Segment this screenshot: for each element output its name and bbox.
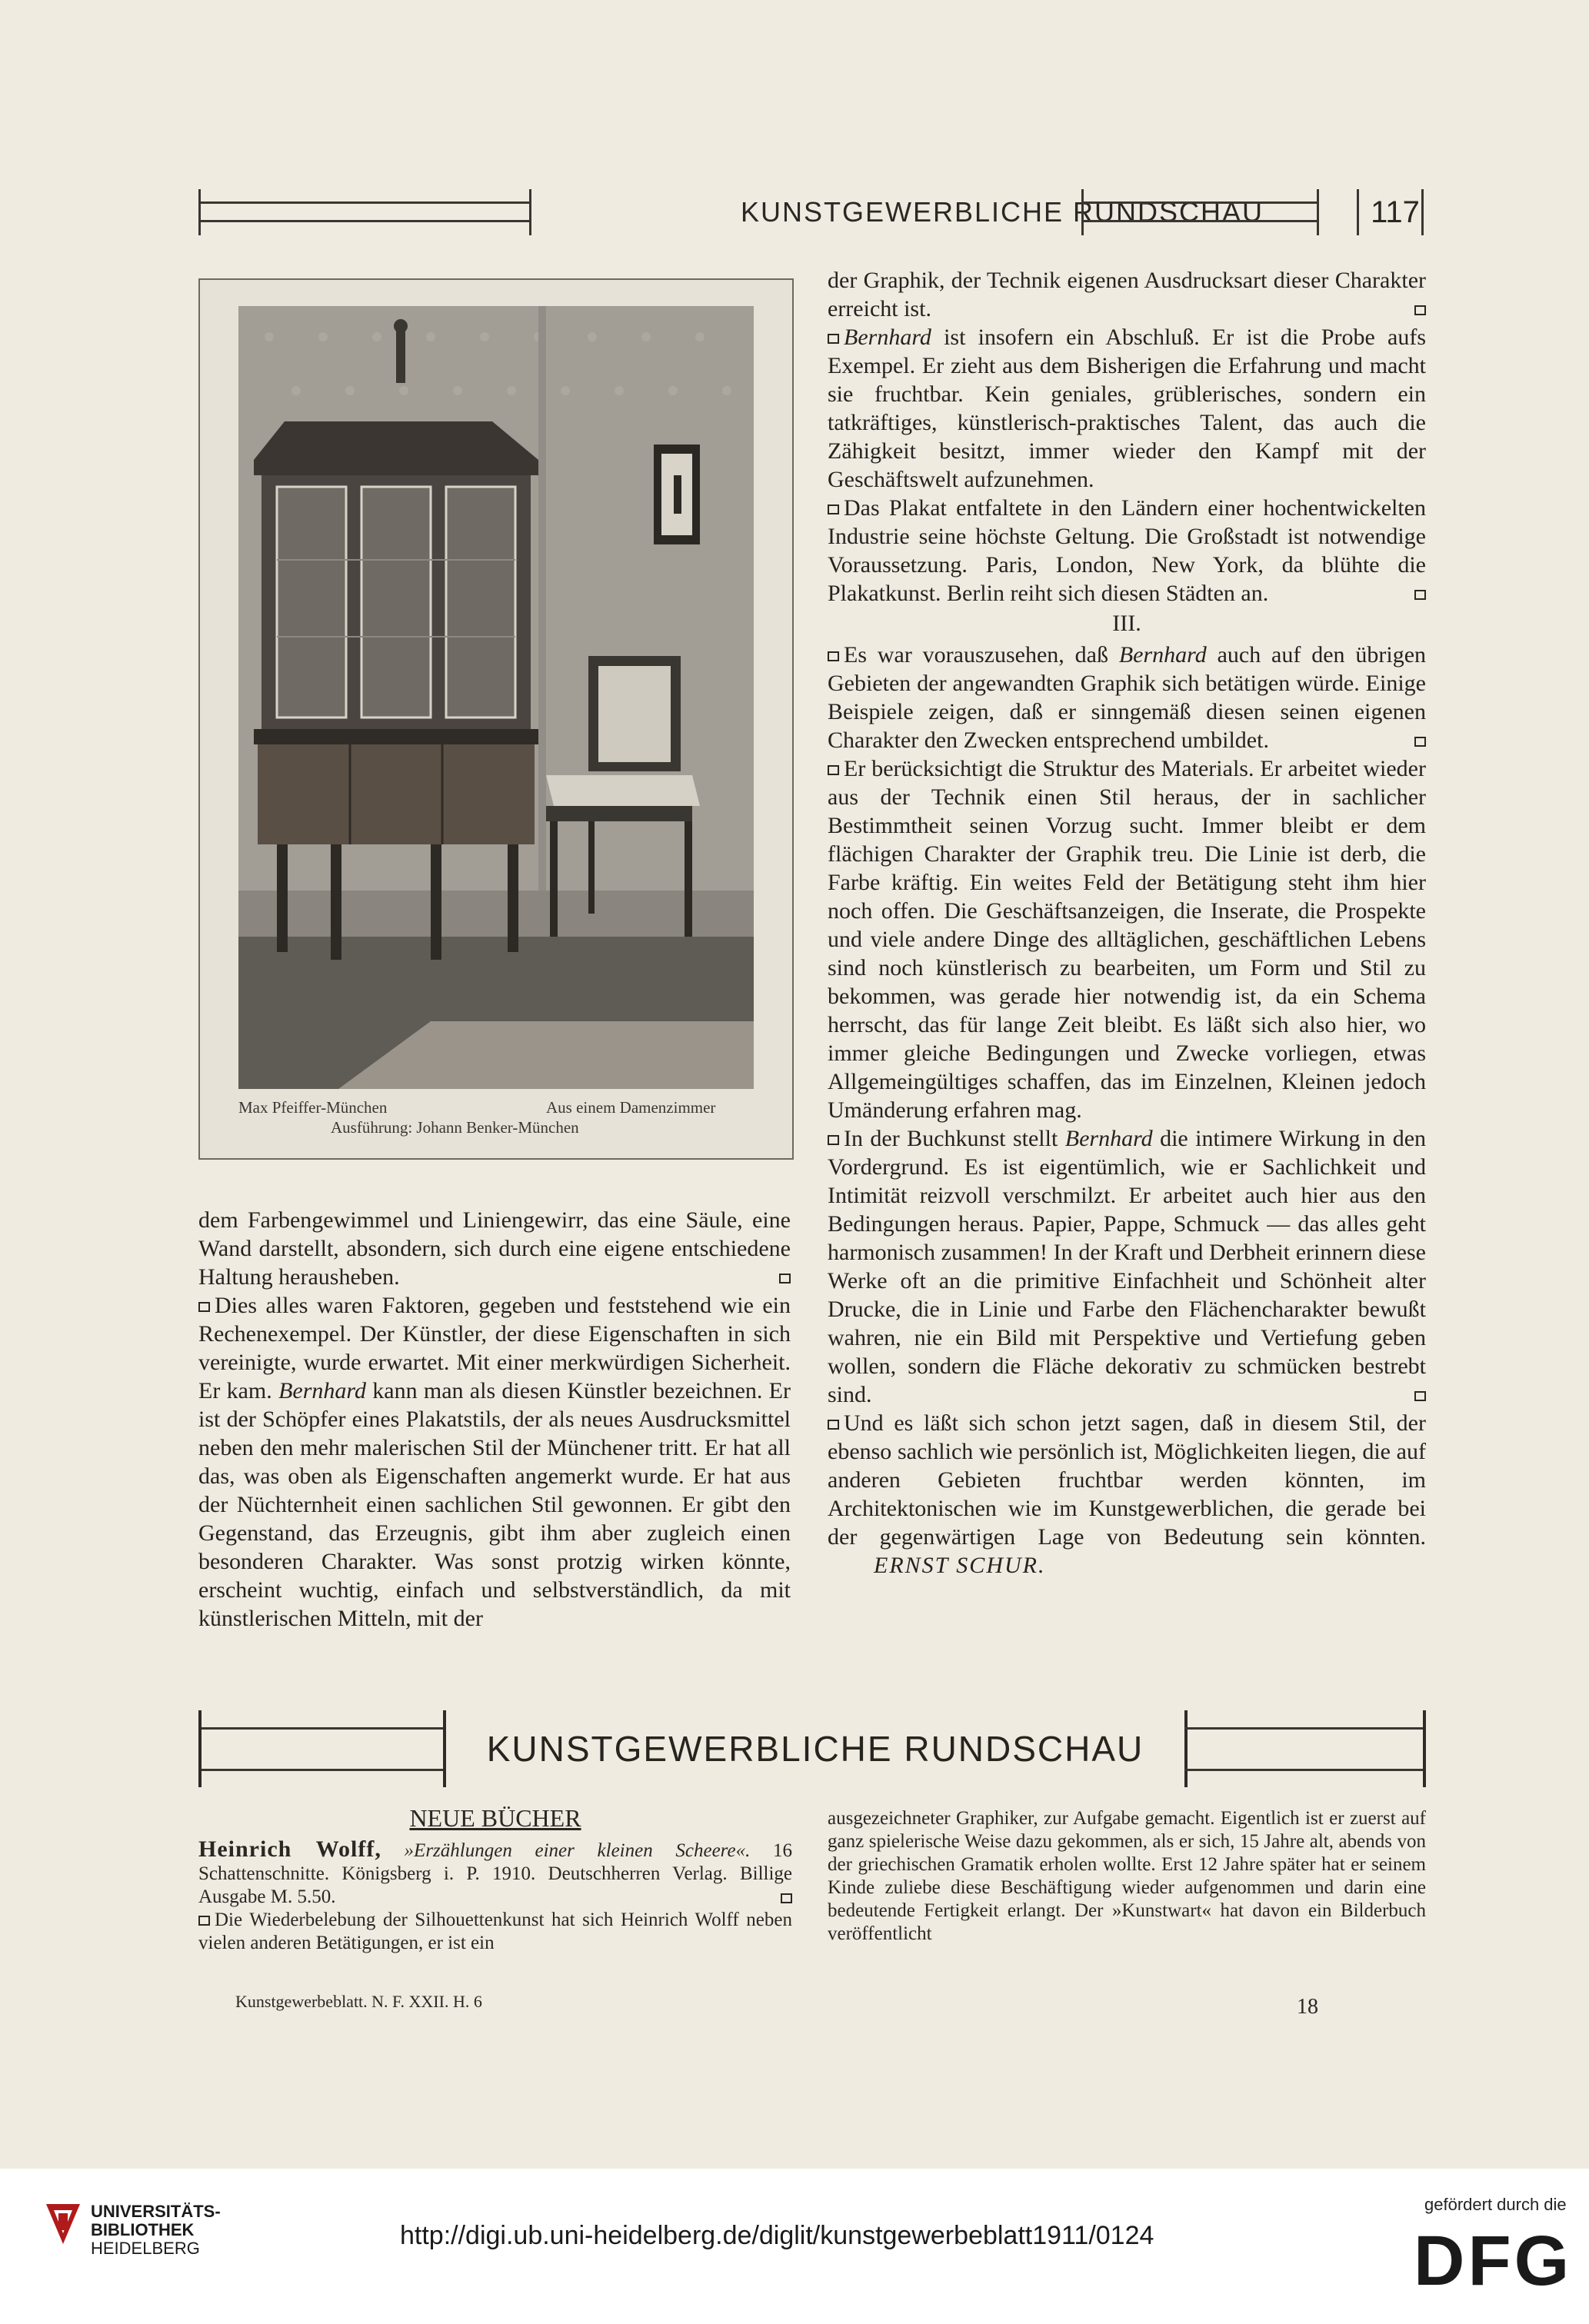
book-details: 16 Schattenschnitte. Königsberg i. P. 1910. Deutschherren Verlag. Billige Ausgabe M. 5.50. (198, 1840, 792, 1907)
caption-title: Aus einem Damenzimmer (546, 1098, 716, 1117)
running-head (198, 189, 1423, 235)
section-banner (198, 1710, 1426, 1787)
caption-artist: Max Pfeiffer-München (238, 1098, 388, 1117)
right-paragraph-6: Und es läßt sich schon jetzt sagen, daß in diesem Stil, der ebenso sachlich wie persönlich ist, Möglichkeiten liegen, die auf anderen Gebieten fruchtbar werden könnten, im Architektonischen wie im Kunstgewerblichen, die gerade bei der gegenwärtigen Lage von Bedeutung sein könnten. ERNST SCHUR. (828, 1410, 1426, 1578)
library-name-line-1: UNIVERSITÄTS- (91, 2202, 221, 2221)
paragraph-mark-icon (828, 334, 839, 344)
right-paragraph-1: Bernhard ist insofern ein Abschluß. Er ist die Probe aufs Exempel. Er zieht aus dem Bisherigen die Erfahrung und macht sie fruchtbar. Kein geniales, grüblerisches, sondern ein tatkräftiges, künstlerisch-praktisches Talent, das auch die Zähigkeit besitzt, immer wieder den Kampf mit der Geschäftswelt aufzunehmen. (828, 325, 1426, 492)
paragraph-mark-icon (828, 651, 839, 661)
funding-note: gefördert durch die (1424, 2195, 1567, 2214)
page-number: 117 (1371, 195, 1420, 229)
journal-footer: Kunstgewerbeblatt. N. F. XXII. H. 6 (235, 1992, 482, 2011)
university-library-logo-icon (42, 2199, 85, 2249)
paragraph-mark-icon (828, 1420, 839, 1430)
paragraph-mark-icon (828, 765, 839, 775)
end-mark-icon (779, 1274, 791, 1284)
book-author: Heinrich Wolff, (198, 1836, 381, 1862)
library-name-line-2: BIBLIOTHEK (91, 2220, 195, 2239)
author-signature: ERNST SCHUR. (874, 1553, 1046, 1578)
book-review-right: ausgezeichneter Graphiker, zur Aufgabe gemacht. Eigentlich ist er zuerst auf ganz spielerische Weise dazu gekommen, als er sich, 15 Jahre alt, abends von der griechischen Gramatik erholen wollte. Erst 12 Jahre später hat er seinem Kinde zuliebe diese Beschäftigung wieder aufgenommen und darin eine bedeutende Fertigkeit erlangt. Der »Kunstwart« hat davon ein Bilderbuch veröffentlicht (828, 1808, 1426, 1944)
end-mark-icon (781, 1893, 792, 1903)
dfg-logo: DFG (1414, 2222, 1573, 2300)
library-name-line-3: HEIDELBERG (91, 2239, 200, 2258)
end-mark-icon (1414, 737, 1426, 747)
left-paragraph-2: Dies alles waren Faktoren, gegeben und feststehend wie ein Rechenexempel. Der Künstler, der diese Eigenschaften in sich vereinigte, wurde erwartet. Mit einer merkwürdigen Sicherheit. Er kam. Bernhard kann man als diesen Künstler bezeichnen. Er ist der Schöpfer eines Plakatstils, der als neues Ausdrucksmittel neben den mehr malerischen Stil der Münchener tritt. Er hat all das, was oben als Eigenschaften angemerkt wurde. Er hat aus der Nüchternheit einen sachlichen Stil gewonnen. Er gibt den Gegenstand, das Erzeugnis, gibt ihm aber zugleich einen besonderen Charakter. Was sonst protzig wirken könnte, erscheint wuchtig, einfach und selbstverständlich, da mit künstlerischen Mitteln, mit der (198, 1293, 791, 1631)
neue-buecher-heading: NEUE BÜCHER (409, 1804, 581, 1832)
permalink-url[interactable]: http://digi.ub.uni-heidelberg.de/diglit/kunstgewerbeblatt1911/0124 (400, 2221, 1154, 2250)
figure-frame (198, 278, 794, 1160)
end-mark-icon (1414, 1391, 1426, 1401)
caption-execution: Ausführung: Johann Benker-München (331, 1118, 579, 1137)
paragraph-mark-icon (828, 504, 839, 514)
book-review-left (198, 1803, 792, 1955)
banner-title: KUNSTGEWERBLICHE RUNDSCHAU (486, 1729, 1144, 1769)
book-entry (198, 1838, 792, 1909)
paragraph-mark-icon (198, 1916, 210, 1926)
left-column (198, 1206, 791, 1633)
book-title: »Erzählungen einer kleinen Scheere«. (404, 1840, 751, 1861)
right-paragraph-3: Es war vorauszusehen, daß Bernhard auch auf den übrigen Gebieten der angewandten Graphik sich betätigen würde. Einige Beispiele zeigen, daß er sinngemäß diesen seinen eigenen Charakter den Zwecken entsprechend umbildet. (828, 642, 1427, 753)
right-paragraph-2: Das Plakat entfaltete in den Ländern einer hochentwickelten Industrie seine höchste Geltung. Die Großstadt ist notwendige Voraussetzung. Paris, London, New York, da blühte die Plakatkunst. Berlin reiht sich diesen Städten an. (828, 495, 1426, 606)
section-heading: III. (1112, 611, 1141, 636)
running-head-title: KUNSTGEWERBLICHE RUNDSCHAU (740, 196, 1264, 228)
signature-mark: 18 (1297, 1995, 1318, 2019)
right-paragraph-4: Er berücksichtigt die Struktur des Materials. Er arbeitet wieder aus der Technik einen Stil heraus, der in sachlicher Bestimmtheit seinen Vorzug sucht. Immer bleibt er dem flächigen Charakter der Graphik treu. Die Linie ist derb, die Farbe kräftig. Ein weites Feld der Betätigung steht ihm hier noch offen. Die Geschäftsanzeigen, die Inserate, die Prospekte und viele andere Dinge des alltäglichen, geschäftlichen Lebens sind noch künstlerisch zu bearbeiten, um Form und Stil zu bekommen, was gerade hier notwendig ist, da ein Schema herrscht, das für lange Zeit bleibt. Es läßt sich also hier, wo immer gleiche Bedingungen und Zwecke vorliegen, etwas Allgemeingültiges schaffen, das im Einzelnen, Kleinen jedoch Umänderung erfahren mag. (828, 756, 1426, 1123)
end-mark-icon (1414, 590, 1426, 600)
paragraph-mark-icon (198, 1302, 210, 1312)
left-paragraph-1: dem Farbengewimmel und Liniengewirr, das eine Säule, eine Wand darstellt, absondern, sich durch eine eigene entschiedene Haltung herausheben. (198, 1207, 791, 1290)
right-paragraph-5: In der Buchkunst stellt Bernhard die intimere Wirkung in den Vordergrund. Es ist eigentümlich, wie er Sachlichkeit und Intimität reizvoll verschmilzt. Er arbeitet auch hier aus den Bedingungen heraus. Papier, Pappe, Schmuck — das alles geht harmonisch zusammen! In der Kraft und Derbheit erinnern diese Werke oft an die primitive Einfachheit und Schönheit alter Drucke, die in Linie und Farbe den Flächencharakter bewußt wahren, nie ein Bild mit Perspektive und Vertiefung geben wollen, sondern die Fläche dekorativ zu schmücken bestrebt sind. (828, 1126, 1427, 1407)
end-mark-icon (1414, 305, 1426, 315)
cabinet-photo-illustration (238, 306, 754, 1089)
paragraph-mark-icon (828, 1135, 839, 1145)
book-paragraph-1: Die Wiederbelebung der Silhouettenkunst hat sich Heinrich Wolff neben vielen anderen Betätigungen, er ist ein (198, 1909, 792, 1953)
right-paragraph-0: der Graphik, der Technik eigenen Ausdrucksart dieser Charakter erreicht ist. (828, 268, 1426, 321)
cabinet-photo (238, 306, 754, 1089)
right-column (828, 266, 1426, 1580)
